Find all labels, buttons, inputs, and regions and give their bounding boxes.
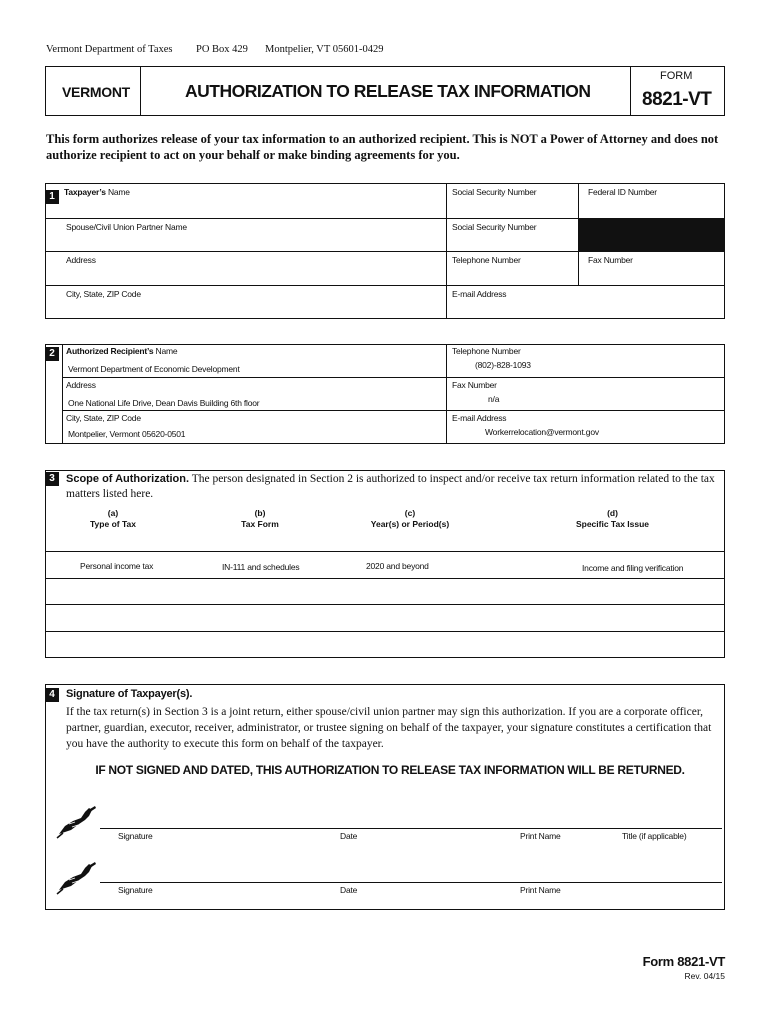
signature-1-label[interactable]: Signature xyxy=(118,831,153,841)
recipient-fax-label: Fax Number xyxy=(452,380,497,390)
title-1-label[interactable]: Title (if applicable) xyxy=(622,831,687,841)
recipient-city-value[interactable]: Montpelier, Vermont 05620-0501 xyxy=(68,429,186,439)
telephone-label[interactable]: Telephone Number xyxy=(452,255,521,265)
column-a-header: (a) Type of Tax xyxy=(90,508,136,529)
pen-hand-icon xyxy=(55,800,99,840)
date-1-label[interactable]: Date xyxy=(340,831,358,841)
address-label[interactable]: Address xyxy=(66,255,96,265)
spouse-ssn-label[interactable]: Social Security Number xyxy=(452,222,537,232)
section4-text: If the tax return(s) in Section 3 is a joint return, either spouse/civil union partner may sign this authorization. If you are a corporate officer, partner, guardian, executor, receiver, administrator, or trustee signing on behalf of the taxpayer, your signature constitutes a certification that you have the authority to execute this form on behalf of the taxpayer. xyxy=(66,706,712,750)
page-title: AUTHORIZATION TO RELEASE TAX INFORMATION xyxy=(185,81,591,101)
column-c-header: (c) Year(s) or Period(s) xyxy=(370,508,450,529)
type-of-tax-value[interactable]: Personal income tax xyxy=(80,561,154,571)
federal-id-label[interactable]: Federal ID Number xyxy=(588,187,657,197)
shaded-cell xyxy=(578,218,725,252)
column-b-header: (b) Tax Form xyxy=(241,508,279,529)
section4-number: 4 xyxy=(45,688,59,702)
taxpayer-name-label[interactable]: Taxpayer’s Name xyxy=(64,187,130,197)
section3-text: Scope of Authorization. The person designated in Section 2 is authorized to inspect and/or receive tax return information related to the tax matters listed here. xyxy=(66,473,715,500)
agency-city: Montpelier, VT 05601-0429 xyxy=(265,44,384,55)
recipient-email-label: E-mail Address xyxy=(452,413,507,423)
ssn-label[interactable]: Social Security Number xyxy=(452,187,537,197)
pen-hand-icon-2 xyxy=(55,856,99,896)
recipient-fax-value[interactable]: n/a xyxy=(488,394,500,404)
print-name-2-label[interactable]: Print Name xyxy=(520,885,561,895)
recipient-address-value[interactable]: One National Life Drive, Dean Davis Building 6th floor xyxy=(68,398,260,408)
tax-form-value[interactable]: IN-111 and schedules xyxy=(222,562,300,572)
recipient-city-label: City, State, ZIP Code xyxy=(66,413,141,423)
state-label: VERMONT xyxy=(62,84,130,100)
form-label: FORM xyxy=(660,70,693,82)
years-value[interactable]: 2020 and beyond xyxy=(366,561,429,571)
date-2-label[interactable]: Date xyxy=(340,885,358,895)
fax-label[interactable]: Fax Number xyxy=(588,255,633,265)
recipient-address-label: Address xyxy=(66,380,96,390)
recipient-email-value[interactable]: Workerrelocation@vermont.gov xyxy=(485,427,599,437)
print-name-1-label[interactable]: Print Name xyxy=(520,831,561,841)
signature-warning: IF NOT SIGNED AND DATED, THIS AUTHORIZATION TO RELEASE TAX INFORMATION WILL BE RETURNED. xyxy=(95,763,685,777)
section4-heading: Signature of Taxpayer(s). xyxy=(66,688,193,700)
form-number: 8821-VT xyxy=(642,89,712,110)
tax-issue-value[interactable]: Income and filing verification xyxy=(582,563,684,573)
email-label[interactable]: E-mail Address xyxy=(452,289,507,299)
signature-2-label[interactable]: Signature xyxy=(118,885,153,895)
intro-text: This form authorizes release of your tax information to an authorized recipient. This is NOT a Power of Attorney and does not authorize recipient to act on your behalf or make binding agreements for you. xyxy=(46,132,719,162)
city-state-zip-label[interactable]: City, State, ZIP Code xyxy=(66,289,141,299)
section2-number: 2 xyxy=(45,347,59,361)
recipient-telephone-value[interactable]: (802)-828-1093 xyxy=(475,360,531,370)
po-box: PO Box 429 xyxy=(196,44,248,55)
column-d-header: (d) Specific Tax Issue xyxy=(575,508,650,529)
agency-name: Vermont Department of Taxes xyxy=(46,44,173,55)
spouse-name-label[interactable]: Spouse/Civil Union Partner Name xyxy=(66,222,187,232)
section1-number: 1 xyxy=(45,190,59,204)
footer-rev: Rev. 04/15 xyxy=(684,971,725,981)
section3-number: 3 xyxy=(45,472,59,486)
recipient-name-label: Authorized Recipient’s Name xyxy=(66,346,178,356)
recipient-name-value[interactable]: Vermont Department of Economic Development xyxy=(68,364,240,374)
recipient-telephone-label: Telephone Number xyxy=(452,346,521,356)
footer-form: Form 8821-VT xyxy=(642,954,725,969)
